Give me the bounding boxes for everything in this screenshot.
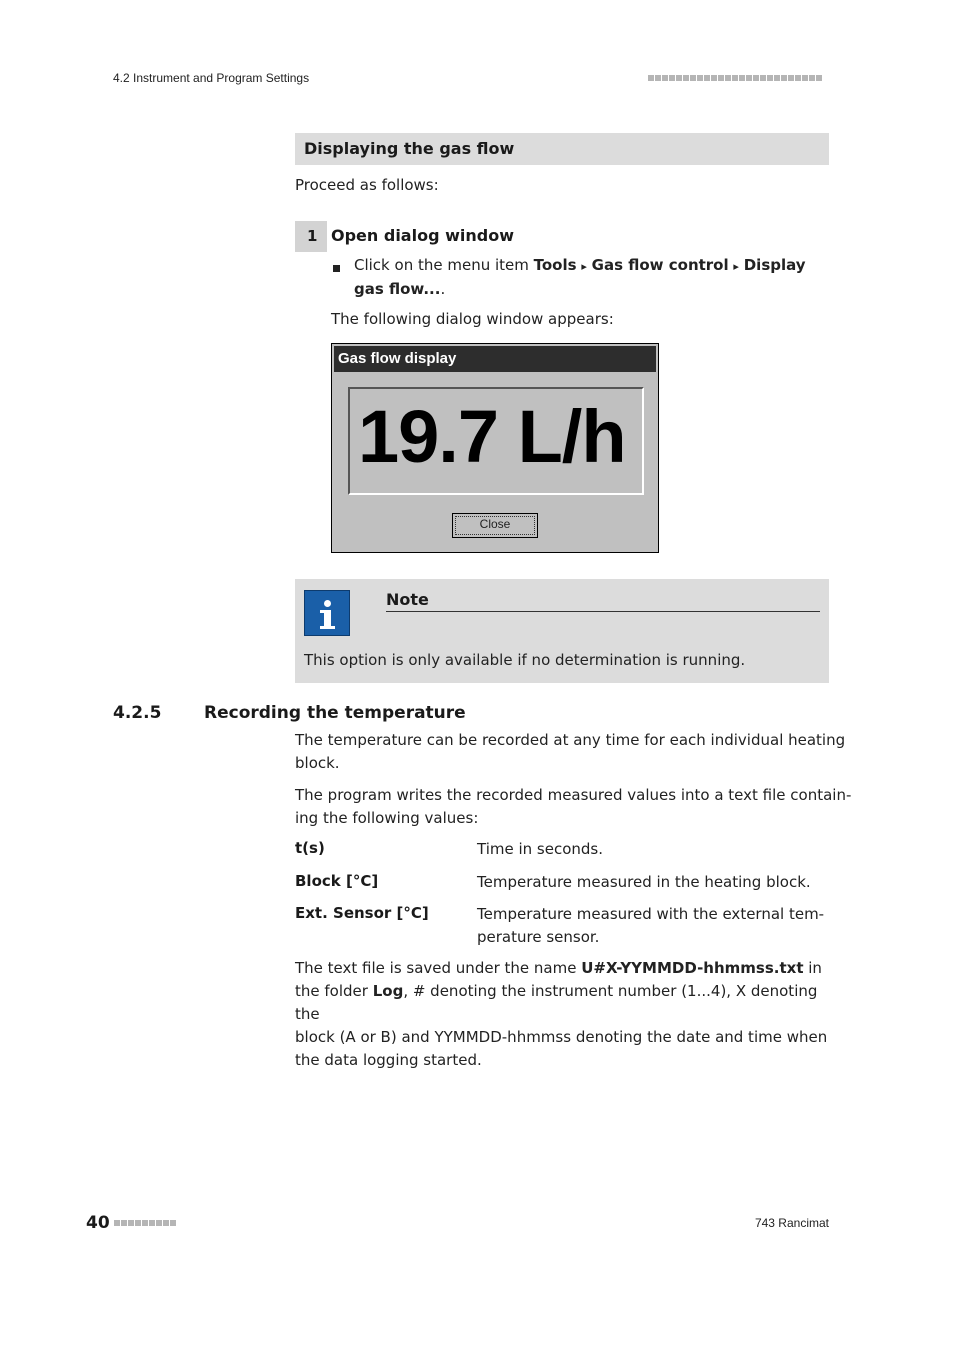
dialog-appears-text: The following dialog window appears: [331,310,614,328]
paragraph-3-line-2: the folder Log, # denoting the instrument number (1...4), X denoting the [295,982,818,1023]
subsection-title: Recording the temperature [204,703,466,723]
header-dot-rule [648,75,822,81]
step-number-box [295,221,327,252]
def-desc-line-2: perature sensor. [477,928,600,946]
step-title: Open dialog window [331,226,514,245]
note-box [295,579,829,683]
paragraph-1-line-1: The temperature can be recorded at any time for each individual heating [295,731,846,749]
def-term-ts: t(s) [295,839,325,857]
paragraph-3-line-1: The text file is saved under the name U#X-YYMMDD-hhmmss.txt in [295,959,822,977]
step-number: 1 [307,227,318,245]
def-desc-block: Temperature measured in the heating block. [477,873,811,891]
close-button[interactable] [452,513,538,538]
dialog-title-bar: Gas flow display [334,346,656,372]
paragraph-2 [295,784,851,830]
close-button-label: Close [479,517,511,531]
def-term-ext-sensor: Ext. Sensor [°C] [295,904,429,922]
bullet-marker [333,265,340,272]
gas-flow-value: 19.7 L/h [358,395,626,478]
menu-display-cont: gas flow... [354,280,441,298]
instruction-text: Click on the menu item [354,256,534,274]
intro-text: Proceed as follows: [295,176,439,194]
def-desc-line-1: Temperature measured with the external tem- [477,905,825,923]
menu-arrow-icon: ▸ [581,260,587,273]
gas-flow-readout [348,387,644,495]
product-name: 743 Rancimat [754,1216,829,1230]
menu-display: Display [743,256,806,274]
note-title: Note [386,590,429,609]
subsection-number: 4.2.5 [113,703,162,723]
paragraph-3 [295,957,829,1072]
filename: U#X-YYMMDD-hhmmss.txt [581,959,804,977]
section-heading-bar [295,133,829,165]
gas-flow-dialog [331,343,659,553]
def-term-block: Block [°C] [295,872,379,890]
paragraph-2-line-2: ing the following values: [295,809,479,827]
paragraph-3-line-4: the data logging started. [295,1051,482,1069]
instruction-period: . [440,280,446,298]
menu-arrow-icon: ▸ [733,260,739,273]
def-desc-ts: Time in seconds. [477,840,603,858]
section-heading: Displaying the gas flow [304,139,515,158]
note-text: This option is only available if no determination is running. [304,651,746,669]
menu-tools: Tools [533,256,577,274]
footer-dot-rule [114,1220,176,1226]
paragraph-2-line-1: The program writes the recorded measured values into a text file contain- [295,786,852,804]
paragraph-1 [295,729,845,775]
note-divider [386,611,820,612]
def-desc-ext-sensor [477,903,824,949]
paragraph-3-line-3: block (A or B) and YYMMDD-hhmmss denoting the date and time when [295,1028,828,1046]
running-header: 4.2 Instrument and Program Settings [113,71,310,85]
page-number: 40 [86,1213,110,1233]
menu-gas-flow-control: Gas flow control [591,256,729,274]
step-instruction [354,254,824,301]
paragraph-1-line-2: block. [295,754,340,772]
info-icon [304,590,350,636]
folder-name: Log [372,982,404,1000]
